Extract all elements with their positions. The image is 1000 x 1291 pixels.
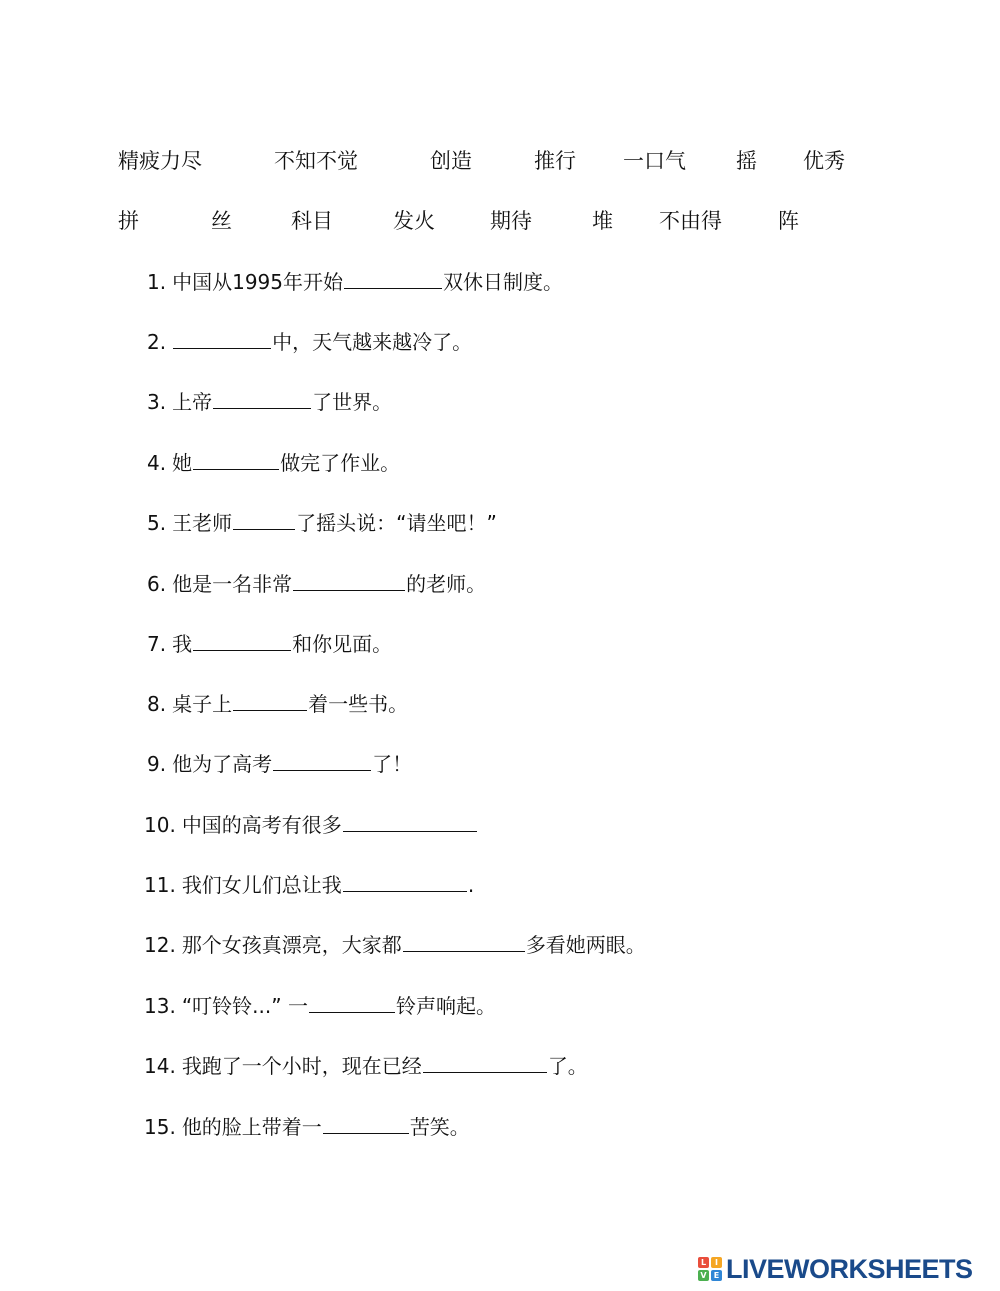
word-bank-item: 精疲力尽: [118, 149, 202, 173]
question-13: [144, 993, 496, 1019]
word-bank-item: 发火: [393, 209, 435, 233]
question-text-after: 和你见面。: [292, 632, 393, 656]
question-number: 4.: [147, 451, 167, 475]
answer-blank[interactable]: [423, 1054, 547, 1073]
answer-blank[interactable]: [309, 994, 395, 1013]
question-14: [144, 1053, 588, 1079]
question-8: [147, 691, 408, 717]
question-text-after: 了。: [547, 1054, 588, 1078]
question-text-before: 他的脸上带着一: [181, 1115, 322, 1139]
question-2: [147, 329, 472, 355]
question-1: [147, 269, 563, 295]
question-number: 8.: [147, 692, 167, 716]
question-text-before: 上帝: [172, 390, 213, 414]
word-bank-item: 期待: [490, 209, 532, 233]
question-text-before: 中国的高考有很多: [181, 813, 342, 837]
question-number: 11.: [144, 873, 176, 897]
answer-blank[interactable]: [273, 752, 371, 771]
question-text-after: 铃声响起。: [395, 994, 496, 1018]
question-text-before: 中国从1995年开始: [172, 270, 343, 294]
question-text-after: 中，天气越来越冷了。: [272, 330, 473, 354]
word-bank-item: 不由得: [659, 209, 722, 233]
word-bank-item: 阵: [778, 209, 799, 233]
answer-blank[interactable]: [193, 632, 291, 651]
question-number: 6.: [147, 572, 167, 596]
answer-blank[interactable]: [173, 330, 271, 349]
question-text-after: 多看她两眼。: [525, 933, 646, 957]
question-text-after: 了！: [372, 752, 413, 776]
question-text-before: 桌子上: [172, 692, 233, 716]
question-text-before: 我们女儿们总让我: [181, 873, 342, 897]
question-15: [144, 1114, 470, 1140]
logo-text: LIVEWORKSHEETS: [726, 1253, 973, 1284]
logo-mark-letter: E: [711, 1270, 722, 1281]
question-text-after: 做完了作业。: [280, 451, 401, 475]
question-number: 7.: [147, 632, 167, 656]
question-number: 12.: [144, 933, 176, 957]
word-bank-item: 不知不觉: [274, 149, 358, 173]
question-3: [147, 389, 392, 415]
answer-blank[interactable]: [403, 933, 525, 952]
question-text-before: 那个女孩真漂亮，大家都: [181, 933, 402, 957]
word-bank-item: 创造: [430, 149, 472, 173]
question-text-after: 了世界。: [312, 390, 393, 414]
question-text-after: .: [467, 873, 475, 897]
question-4: [147, 450, 400, 476]
question-text-after: 苦笑。: [409, 1115, 470, 1139]
question-number: 13.: [144, 994, 176, 1018]
word-bank-item: 推行: [534, 149, 576, 173]
question-number: 2.: [147, 330, 167, 354]
question-text-after: 着一些书。: [308, 692, 409, 716]
answer-blank[interactable]: [193, 451, 279, 470]
question-text-before: 他是一名非常: [172, 572, 293, 596]
logo-mark-letter: I: [711, 1257, 722, 1268]
answer-blank[interactable]: [213, 390, 311, 409]
question-text-after: 双休日制度。: [443, 270, 563, 294]
question-10: [144, 812, 478, 838]
question-text-before: 王老师: [172, 511, 233, 535]
word-bank-item: 堆: [592, 209, 613, 233]
question-number: 14.: [144, 1054, 176, 1078]
logo-mark-letter: V: [698, 1270, 709, 1281]
word-bank-item: 科目: [291, 209, 333, 233]
question-12: [144, 932, 646, 958]
question-text-before: 我跑了一个小时，现在已经: [181, 1054, 422, 1078]
logo-mark-letter: L: [698, 1257, 709, 1268]
question-number: 1.: [147, 270, 167, 294]
question-11: [144, 872, 474, 898]
question-number: 3.: [147, 390, 167, 414]
question-text-before: 她: [172, 451, 193, 475]
logo-mark-icon: [698, 1257, 722, 1281]
question-9: [147, 751, 412, 777]
word-bank-item: 拼: [118, 209, 139, 233]
answer-blank[interactable]: [344, 270, 442, 289]
liveworksheets-logo: [698, 1254, 973, 1284]
answer-blank[interactable]: [343, 873, 467, 892]
question-number: 9.: [147, 752, 167, 776]
question-text-after: 的老师。: [406, 572, 487, 596]
answer-blank[interactable]: [233, 511, 295, 530]
word-bank-item: 摇: [736, 149, 757, 173]
question-number: 5.: [147, 511, 167, 535]
question-number: 15.: [144, 1115, 176, 1139]
question-text-before: “叮铃铃...” 一: [181, 994, 308, 1018]
question-6: [147, 571, 486, 597]
question-5: [147, 510, 497, 536]
word-bank-item: 一口气: [623, 149, 686, 173]
question-7: [147, 631, 392, 657]
question-text-after: 了摇头说：“请坐吧！”: [296, 511, 497, 535]
question-text-before: 我: [172, 632, 193, 656]
word-bank-item: 优秀: [803, 149, 845, 173]
answer-blank[interactable]: [323, 1115, 409, 1134]
answer-blank[interactable]: [343, 813, 477, 832]
question-number: 10.: [144, 813, 176, 837]
answer-blank[interactable]: [233, 692, 307, 711]
answer-blank[interactable]: [293, 572, 405, 591]
word-bank-item: 丝: [211, 209, 232, 233]
question-text-before: 他为了高考: [172, 752, 273, 776]
